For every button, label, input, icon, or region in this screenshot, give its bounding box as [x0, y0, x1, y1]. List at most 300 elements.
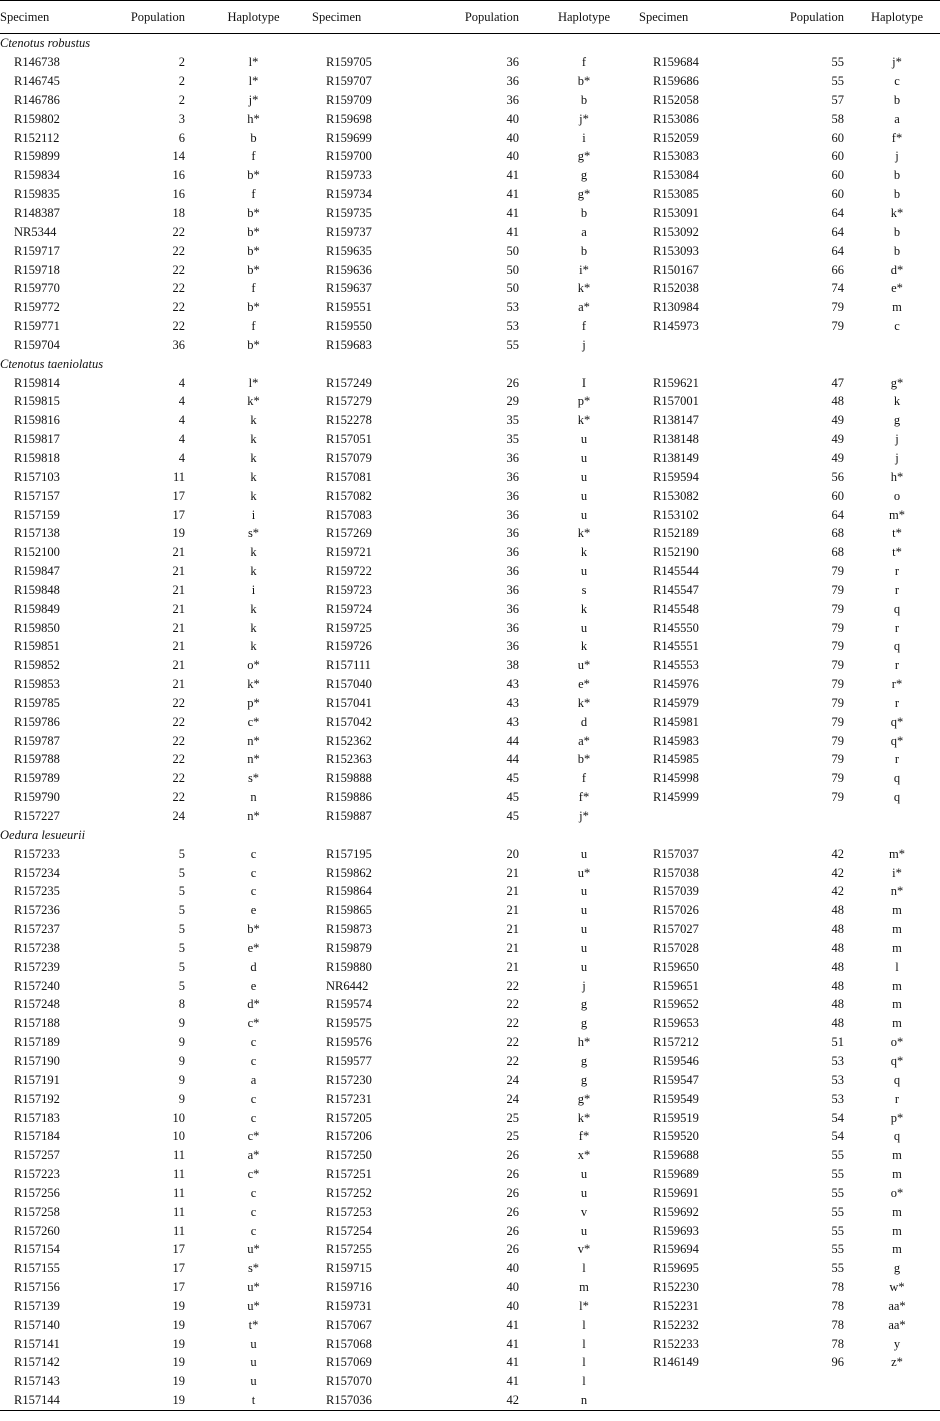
haplotype-cell: m	[892, 1223, 902, 1238]
specimen-cell: R159865	[326, 903, 372, 918]
specimen-cell: R152232	[653, 1317, 699, 1332]
specimen-cell: R159694	[653, 1242, 699, 1257]
population-cell: 60	[831, 187, 844, 202]
haplotype-cell: b*	[577, 74, 591, 89]
haplotype-cell: d*	[890, 262, 904, 277]
haplotype-cell	[844, 1391, 940, 1410]
population-cell: 53	[506, 319, 519, 334]
population-cell: 79	[831, 300, 844, 315]
haplotype-cell: k	[580, 545, 588, 560]
specimen-cell: R159724	[326, 601, 372, 616]
population-cell: 22	[172, 224, 185, 239]
haplotype-cell: aa*	[888, 1298, 906, 1313]
population-cell: 9	[178, 1091, 185, 1106]
table-row	[0, 562, 940, 581]
table-row	[0, 467, 940, 486]
haplotype-cell: g	[580, 997, 588, 1012]
population-cell: 53	[831, 1053, 844, 1068]
population-cell: 19	[172, 526, 185, 541]
specimen-cell: R152278	[326, 413, 372, 428]
haplotype-cell: u*	[577, 658, 591, 673]
specimen-cell: R157142	[14, 1355, 60, 1370]
specimen-cell: R157143	[14, 1374, 60, 1389]
population-cell: 26	[506, 1185, 519, 1200]
haplotype-cell: e	[250, 978, 257, 993]
haplotype-cell: l*	[248, 375, 259, 390]
specimen-cell: R159770	[14, 281, 60, 296]
population-cell: 10	[172, 1129, 185, 1144]
population-cell: 48	[831, 978, 844, 993]
specimen-cell: R157251	[326, 1167, 372, 1182]
specimen-cell: R145999	[653, 790, 699, 805]
specimen-cell: R157258	[14, 1204, 60, 1219]
population-cell: 79	[831, 658, 844, 673]
population-cell: 41	[506, 1317, 519, 1332]
specimen-cell: R153082	[653, 488, 699, 503]
haplotype-cell: a*	[578, 733, 590, 748]
specimen-cell: R159635	[326, 243, 372, 258]
population-cell: 40	[506, 149, 519, 164]
haplotype-cell: r	[894, 564, 900, 579]
specimen-cell: R159715	[326, 1261, 372, 1276]
population-cell: 5	[178, 865, 185, 880]
haplotype-cell: j*	[892, 55, 902, 70]
haplotype-cell: g	[580, 1016, 588, 1031]
haplotype-cell: k	[250, 639, 257, 654]
population-cell: 21	[172, 582, 185, 597]
haplotype-cell: j*	[579, 111, 589, 126]
population-cell: 41	[506, 187, 519, 202]
table-row	[0, 863, 940, 882]
population-cell: 55	[831, 1261, 844, 1276]
haplotype-cell: u	[580, 488, 588, 503]
population-cell: 48	[831, 997, 844, 1012]
table-row	[0, 109, 940, 128]
table-row	[0, 712, 940, 731]
specimen-cell: R159817	[14, 432, 60, 447]
specimen-cell: R159621	[653, 375, 699, 390]
specimen-cell: R146738	[14, 55, 60, 70]
specimen-cell: R157195	[326, 846, 372, 861]
population-cell: 79	[831, 639, 844, 654]
table-row	[0, 336, 940, 355]
haplotype-cell: k*	[577, 1110, 591, 1125]
table-row	[0, 901, 940, 920]
specimen-cell: R159716	[326, 1280, 372, 1295]
table-row	[0, 1297, 940, 1316]
specimen-cell: R157068	[326, 1336, 372, 1351]
haplotype-cell: g	[580, 1053, 588, 1068]
population-cell: 4	[178, 375, 185, 390]
specimen-cell: R145985	[653, 752, 699, 767]
specimen-cell: R145551	[653, 639, 699, 654]
specimen-cell: R157139	[14, 1298, 60, 1313]
specimen-cell: R157223	[14, 1167, 60, 1182]
specimen-cell: R157157	[14, 488, 60, 503]
table-row	[0, 430, 940, 449]
table-header	[0, 1, 940, 34]
specimen-cell: R159576	[326, 1035, 372, 1050]
haplotype-cell: f	[581, 319, 587, 334]
haplotype-cell: f*	[578, 790, 590, 805]
haplotype-cell: q	[893, 771, 901, 786]
haplotype-cell: h*	[247, 111, 260, 126]
haplotype-cell: p*	[577, 394, 591, 409]
specimen-cell: R159851	[14, 639, 60, 654]
population-cell: 11	[172, 469, 185, 484]
population-cell: 8	[178, 997, 185, 1012]
header-haplotype: Haplotype	[844, 1, 940, 34]
haplotype-cell: k*	[890, 206, 904, 221]
population-cell: 36	[506, 545, 519, 560]
population-cell: 40	[506, 111, 519, 126]
haplotype-cell: q	[893, 1129, 901, 1144]
haplotype-cell: j	[895, 450, 899, 465]
specimen-cell: R152189	[653, 526, 699, 541]
specimen-cell: R157190	[14, 1053, 60, 1068]
haplotype-cell: i	[582, 130, 586, 145]
table-row	[0, 1221, 940, 1240]
haplotype-cell: s	[581, 582, 587, 597]
table-row	[0, 486, 940, 505]
population-cell: 22	[172, 733, 185, 748]
haplotype-cell: i	[251, 507, 256, 522]
population-cell: 79	[831, 790, 844, 805]
haplotype-cell: k	[893, 394, 901, 409]
haplotype-cell: u	[580, 884, 588, 899]
population-cell: 11	[172, 1167, 185, 1182]
population-cell: 36	[506, 507, 519, 522]
haplotype-cell: b*	[247, 224, 260, 239]
specimen-cell: R159636	[326, 262, 372, 277]
specimen-cell: R159721	[326, 545, 372, 560]
haplotype-cell: n	[250, 790, 257, 805]
haplotype-cell: k*	[247, 394, 260, 409]
specimen-cell: R159886	[326, 790, 372, 805]
population-cell: 41	[506, 1336, 519, 1351]
population-cell: 54	[831, 1110, 844, 1125]
table-row	[0, 1315, 940, 1334]
specimen-cell: R157079	[326, 450, 372, 465]
population-cell: 2	[178, 74, 185, 89]
table-row	[0, 128, 940, 147]
specimen-cell: R159789	[14, 771, 60, 786]
table-row	[0, 920, 940, 939]
population-cell: 21	[172, 658, 185, 673]
population-cell: 79	[831, 319, 844, 334]
specimen-cell: R145547	[653, 582, 699, 597]
population-cell: 79	[831, 620, 844, 635]
population-cell: 55	[831, 1148, 844, 1163]
specimen-cell: R159802	[14, 111, 60, 126]
specimen-cell: R157026	[653, 903, 699, 918]
haplotype-cell: i*	[579, 262, 589, 277]
specimen-cell: R159888	[326, 771, 372, 786]
haplotype-cell: a	[581, 224, 587, 239]
haplotype-cell: u	[580, 846, 588, 861]
haplotype-cell: r	[894, 658, 900, 673]
table-body	[0, 34, 940, 1411]
specimen-cell: R159691	[653, 1185, 699, 1200]
specimen-cell: R159695	[653, 1261, 699, 1276]
specimen-cell: R153084	[653, 168, 699, 183]
specimen-cell: R157067	[326, 1317, 372, 1332]
population-cell: 43	[506, 714, 519, 729]
population-cell: 5	[178, 903, 185, 918]
specimen-cell: R157212	[653, 1035, 699, 1050]
population-cell: 45	[506, 771, 519, 786]
specimen-cell: R159771	[14, 319, 60, 334]
specimen-cell: R145998	[653, 771, 699, 786]
population-cell: 36	[506, 55, 519, 70]
population-cell: 49	[831, 432, 844, 447]
population-cell: 79	[831, 733, 844, 748]
haplotype-cell: k*	[247, 677, 260, 692]
table-row	[0, 373, 940, 392]
specimen-cell: R157082	[326, 488, 372, 503]
haplotype-cell: h*	[890, 469, 904, 484]
table-row	[0, 694, 940, 713]
table-row	[0, 1089, 940, 1108]
specimen-cell: R157250	[326, 1148, 372, 1163]
haplotype-cell: k*	[577, 695, 591, 710]
table-row	[0, 599, 940, 618]
population-cell: 55	[831, 1242, 844, 1257]
population-cell: 48	[831, 922, 844, 937]
population-cell: 14	[172, 149, 185, 164]
specimen-cell: R159686	[653, 74, 699, 89]
specimen-cell: R159575	[326, 1016, 372, 1031]
specimen-cell: R159790	[14, 790, 60, 805]
table-row	[0, 995, 940, 1014]
table-row	[0, 392, 940, 411]
specimen-cell: R159873	[326, 922, 372, 937]
haplotype-cell: u	[580, 1167, 588, 1182]
population-cell: 78	[831, 1336, 844, 1351]
haplotype-cell: l*	[248, 55, 259, 70]
population-cell: 20	[506, 846, 519, 861]
specimen-cell: R157041	[326, 695, 372, 710]
population-cell: 17	[172, 507, 185, 522]
population-cell: 35	[506, 432, 519, 447]
population-cell: 55	[831, 1185, 844, 1200]
species-name: Ctenotus taeniolatus	[0, 356, 104, 371]
haplotype-cell: u	[580, 1185, 588, 1200]
specimen-cell: R157155	[14, 1261, 60, 1276]
population-cell: 22	[172, 695, 185, 710]
specimen-cell: R157111	[326, 658, 371, 673]
population-cell: 79	[831, 601, 844, 616]
haplotype-cell: k	[580, 639, 588, 654]
population-cell: 55	[831, 1223, 844, 1238]
haplotype-cell: b	[893, 224, 901, 239]
haplotype-cell: f*	[578, 1129, 590, 1144]
specimen-cell: R145981	[653, 714, 699, 729]
haplotype-cell: z*	[891, 1355, 903, 1370]
haplotype-cell: a*	[578, 300, 590, 315]
specimen-cell: R157206	[326, 1129, 372, 1144]
specimen-cell: R157189	[14, 1035, 60, 1050]
population-cell	[739, 807, 844, 826]
haplotype-cell: m*	[889, 846, 905, 861]
specimen-cell: R159848	[14, 582, 60, 597]
haplotype-cell: o*	[890, 1035, 904, 1050]
species-name: Oedura lesueurii	[0, 827, 86, 842]
population-cell: 41	[506, 224, 519, 239]
table-row	[0, 957, 940, 976]
specimen-cell: R159698	[326, 111, 372, 126]
haplotype-cell: I	[581, 375, 587, 390]
specimen-cell	[639, 336, 739, 355]
haplotype-cell: b*	[577, 752, 591, 767]
population-cell: 5	[178, 940, 185, 955]
population-cell: 17	[172, 1280, 185, 1295]
haplotype-cell: b	[893, 168, 901, 183]
haplotype-cell: m	[892, 922, 902, 937]
specimen-cell: R159880	[326, 959, 372, 974]
specimen-cell: R152112	[14, 130, 60, 145]
population-cell: 22	[172, 790, 185, 805]
population-cell: 79	[831, 752, 844, 767]
haplotype-cell: s*	[247, 771, 260, 786]
table-row	[0, 91, 940, 110]
species-section-row	[0, 825, 940, 844]
haplotype-cell: g	[580, 168, 588, 183]
specimen-cell: R157138	[14, 526, 60, 541]
haplotype-cell: g	[580, 1072, 588, 1087]
population-cell: 21	[172, 677, 185, 692]
haplotype-cell: a	[250, 1072, 257, 1087]
specimen-cell: R153085	[653, 187, 699, 202]
table-row	[0, 675, 940, 694]
table-row	[0, 1033, 940, 1052]
specimen-cell: R159737	[326, 224, 372, 239]
population-cell: 16	[172, 168, 185, 183]
haplotype-cell: b	[893, 187, 901, 202]
population-cell: 9	[178, 1072, 185, 1087]
haplotype-cell: u	[580, 620, 588, 635]
population-cell: 68	[831, 526, 844, 541]
population-cell: 55	[831, 74, 844, 89]
population-cell: 22	[172, 771, 185, 786]
haplotype-cell: u	[580, 940, 588, 955]
header-specimen: Specimen	[639, 1, 739, 34]
population-cell: 64	[831, 507, 844, 522]
population-cell: 26	[506, 375, 519, 390]
haplotype-cell: q*	[890, 1053, 904, 1068]
table-row	[0, 1127, 940, 1146]
population-cell: 64	[831, 206, 844, 221]
haplotype-cell: n	[580, 1393, 588, 1408]
population-cell: 48	[831, 394, 844, 409]
haplotype-cell: u	[250, 1355, 257, 1370]
haplotype-cell: c	[894, 319, 900, 334]
table-row	[0, 580, 940, 599]
population-cell: 60	[831, 130, 844, 145]
haplotype-cell: c*	[247, 1016, 260, 1031]
population-cell: 5	[178, 846, 185, 861]
haplotype-cell: n*	[890, 884, 904, 899]
specimen-cell: R159787	[14, 733, 60, 748]
specimen-cell: R153083	[653, 149, 699, 164]
specimen-cell: R157240	[14, 978, 60, 993]
haplotype-cell: q	[893, 1072, 901, 1087]
haplotype-cell: u	[580, 903, 588, 918]
haplotype-cell: u	[580, 564, 588, 579]
haplotype-cell: a*	[247, 1148, 260, 1163]
specimen-cell: R157269	[326, 526, 372, 541]
population-cell: 22	[506, 978, 519, 993]
population-cell: 21	[172, 639, 185, 654]
population-cell: 21	[506, 959, 519, 974]
population-cell: 19	[172, 1355, 185, 1370]
population-cell: 79	[831, 677, 844, 692]
haplotype-cell	[844, 807, 940, 826]
population-cell: 3	[178, 111, 185, 126]
specimen-cell: R152059	[653, 130, 699, 145]
specimen-cell: R157230	[326, 1072, 372, 1087]
haplotype-cell: l*	[579, 1298, 589, 1313]
population-cell: 9	[178, 1035, 185, 1050]
population-cell: 79	[831, 714, 844, 729]
species-name: Ctenotus robustus	[0, 36, 91, 51]
population-cell: 22	[172, 319, 185, 334]
specimen-cell: R159717	[14, 243, 60, 258]
population-cell: 45	[506, 809, 519, 824]
population-cell	[739, 1372, 844, 1391]
haplotype-cell: g*	[577, 187, 591, 202]
haplotype-cell: r*	[891, 677, 903, 692]
haplotype-cell: t*	[248, 1317, 259, 1332]
haplotype-cell: b	[580, 92, 588, 107]
population-cell: 11	[172, 1204, 185, 1219]
specimen-cell: R159546	[653, 1053, 699, 1068]
specimen-cell: R157159	[14, 507, 60, 522]
haplotype-cell: o*	[890, 1185, 904, 1200]
haplotype-cell: l	[582, 1355, 586, 1370]
haplotype-cell: u	[580, 432, 588, 447]
haplotype-cell: b	[893, 243, 901, 258]
specimen-cell: R157233	[14, 846, 60, 861]
haplotype-cell: b*	[247, 337, 260, 352]
specimen-cell: R157254	[326, 1223, 372, 1238]
specimen-cell: R157144	[14, 1393, 60, 1408]
haplotype-cell: u*	[247, 1298, 260, 1313]
haplotype-cell: c	[250, 1204, 257, 1219]
table-row	[0, 204, 940, 223]
haplotype-cell: q*	[890, 714, 904, 729]
population-cell: 57	[831, 92, 844, 107]
population-cell: 78	[831, 1317, 844, 1332]
haplotype-cell: m	[892, 1016, 902, 1031]
specimen-cell: R159723	[326, 582, 372, 597]
haplotype-cell: u	[580, 1223, 588, 1238]
specimen-cell: R159731	[326, 1298, 372, 1313]
population-cell: 66	[831, 262, 844, 277]
population-cell: 47	[831, 375, 844, 390]
haplotype-cell: k*	[577, 526, 591, 541]
population-cell: 49	[831, 450, 844, 465]
table-row	[0, 543, 940, 562]
population-cell: 6	[178, 130, 185, 145]
specimen-cell: R159834	[14, 168, 60, 183]
specimen-cell: R159814	[14, 375, 60, 390]
specimen-cell: R146786	[14, 92, 60, 107]
specimen-cell: R157081	[326, 469, 372, 484]
haplotype-cell: k*	[577, 413, 591, 428]
table-row	[0, 185, 940, 204]
header-population: Population	[412, 1, 519, 34]
